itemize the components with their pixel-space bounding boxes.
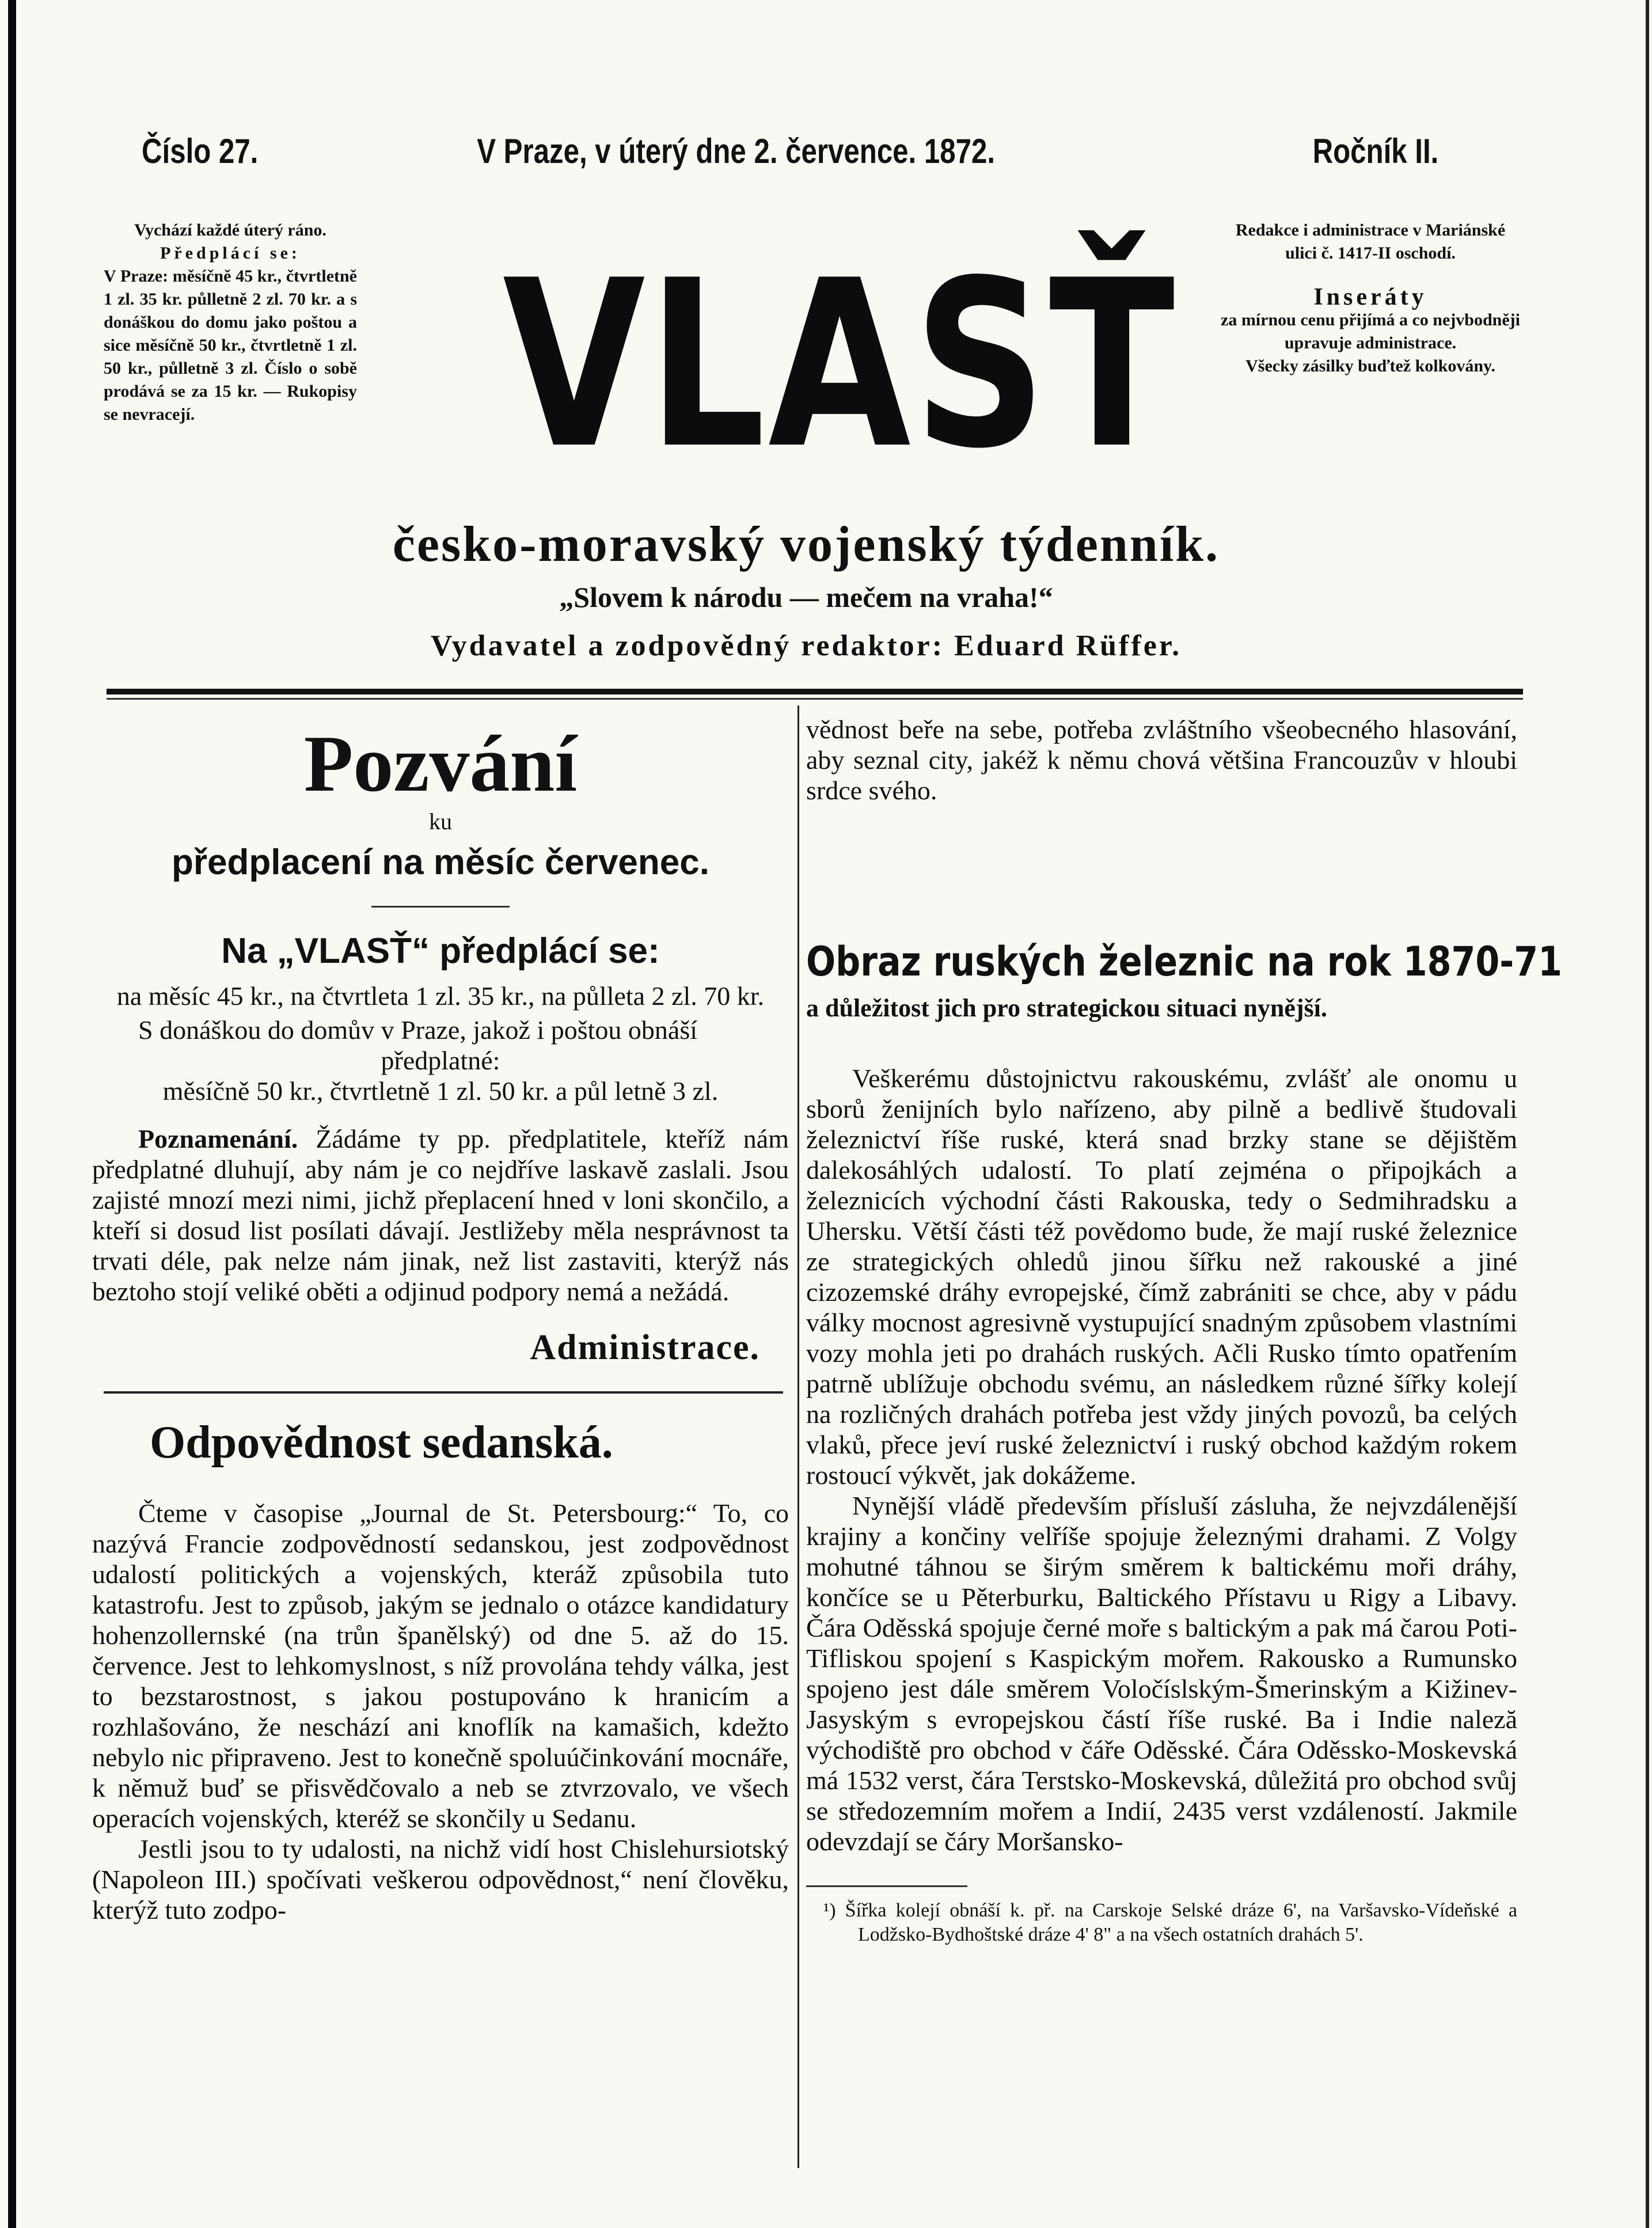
sedan-paragraph-2: Jestli jsou to ty udalosti, na nichž vidí host Chislehursiotský (Napoleon III.) spočívati veškerou odpovědnost,“ není člověku, kterýž tuto zodpo- xyxy=(92,1834,789,1925)
publication-schedule: Vychází každé úterý ráno. xyxy=(134,221,326,240)
invite-month: předplacení na měsíc červenec. xyxy=(172,842,709,882)
invite-prices-2: měsíčně 50 kr., čtvrtletně 1 zl. 50 kr. a půl letně 3 zl. xyxy=(162,1076,719,1106)
invite-signature: Administrace. xyxy=(530,1328,760,1367)
motto: „Slovem k národu — mečem na vraha!“ xyxy=(559,581,1053,613)
sedan-title: Odpovědnost sedanská. xyxy=(150,1417,613,1468)
rail-subtitle: a důležitost jich pro strategickou situaci nynější. xyxy=(806,994,1327,1022)
sedan-paragraph-1: Čteme v časopise „Journal de St. Petersbourg:“ To, co nazývá Francie zodpovědností sedanskou, jest zodpovědnost udalostí politických a vojenských, kteráž způsobila tuto katastrofu. Jest to způsob, jakým se jednalo o otázce kandidatury hohenzollernské (na trůn španělský) od dne 5. až do 15. července. Jest to lehkomyslnost, s níž provolána tehdy válka, jest to bezstarostnost, s jakou postupováno k hranicím a rozhlašováno, že neschází ani knoflík na kamašich, kdežto nebylo nic připraveno. Jest to konečně spoluúčinkování mocnáře, k němuž buď se přisvědčovalo a neb se ztvrzovalo, ve všech operacích vojenských, kteréž se skončily u Sedanu. xyxy=(92,1498,789,1833)
footnote-rule xyxy=(806,1885,967,1887)
issue-number: Číslo 27. xyxy=(142,132,259,170)
masthead-title: VLASŤ xyxy=(503,231,1178,499)
rail-footnote: ¹) Šířka kolejí obnáší k. př. na Carskoje Selské dráze 6', na Varšavsko-Vídeňské a Lodžsko-Bydhoštské dráze 4' 8" a na všech ostatních drahách 5'. xyxy=(823,1900,1517,1945)
rail-paragraph-1: Veškerému důstojnictvu rakouskému, zvlášť ale onomu u sborů ženijních bylo nařízeno, aby pilně a bedlivě študovali železnictví říše ruské, která snad brzky stane se dějištěm dalekosáhlých udalostí. To platí zejména o připojkách a železnicích východní části Rakouska, tedy o Sedmihradsku a Uhersku. Větší části též povědomo bude, že mají ruské železnice ze strategických ohledů jinou šířku než rakouské a jiné cizozemské dráhy evropejské, čímž zabrániti se chce, aby v pádu války mocnost agresivně vystupující snadným způsobem vlastními vozy mohla jeti po drahách ruských. Ačli Rusko tímto opatřením patrně ublížuje obchodu svému, an následkem různé šířky kolejí na rozličných drahách potřeba jest vždy jiných povozů, ba celých vlaků, přece jeví ruské železnictví i ruský obchod každým rokem rostoucí výkvět, jak dokážeme. xyxy=(806,1064,1517,1490)
column-divider xyxy=(797,705,799,2168)
adverts-heading: Inseráty xyxy=(1313,284,1427,310)
adverts-terms: za mírnou cenu přijímá a co nejvbodněji upravuje administrace. xyxy=(1221,310,1520,352)
editorial-address: Redakce i administrace v Mariánské ulici č. 1417-II oschodí. xyxy=(1235,221,1506,263)
header-rule-thin xyxy=(107,698,1523,700)
subtitle: česko-moravský vojenský týdenník. xyxy=(392,517,1220,572)
invite-prices-2-label: předplatné: xyxy=(381,1046,500,1075)
short-rule xyxy=(371,906,510,908)
invite-title: Pozvání xyxy=(303,719,578,809)
invite-note xyxy=(92,1124,789,1307)
parcels-note: Všecky zásilky buďtež kolkovány. xyxy=(1245,356,1495,375)
invite-prices-2-intro: S donáškou do domův v Praze, jakož i poštou obnáší xyxy=(138,1015,698,1045)
editorial-info-box xyxy=(1221,219,1520,378)
invite-prices-1: na měsíc 45 kr., na čtvrtleta 1 zl. 35 kr., na půlleta 2 zl. 70 kr. xyxy=(116,981,765,1011)
header-line xyxy=(0,131,1439,189)
editor-line: Vydavatel a zodpovědný redaktor: Eduard Rüffer. xyxy=(430,629,1182,662)
volume-number: Ročník II. xyxy=(1312,132,1439,170)
subscription-heading: Předplácí se: xyxy=(160,244,301,263)
place-date: V Praze, v úterý dne 2. července. 1872. xyxy=(477,132,996,170)
header-rule xyxy=(107,689,1523,694)
subscription-info-box xyxy=(104,219,357,426)
gap xyxy=(806,806,1517,938)
invite-ku: ku xyxy=(429,809,452,834)
invite-note-text: Žádáme ty pp. předplatitele, kteříž nám předplatné dluhují, aby nám je co nejdříve laskavě zaslali. Jsou zajisté mnozí mezi nimi, jichž přeplacení hned v loni skončilo, a kteří si dosud list posílati dávají. Jestližeby měla nesprávnost ta trvati déle, pak nelze nám jinak, než list zastaviti, kterýž nás beztoho stojí veliké oběti a odjinud podpory nemá a nežádá. xyxy=(92,1124,789,1306)
rail-paragraph-2: Nynější vládě především přísluší zásluha, že nejvzdálenější krajiny a končiny velříše spojuje železnými drahami. Z Volgy mohutné táhnou se širým směrem k baltickému moři dráhy, končíce se u Pěterburku, Baltického Přístavu u Rigy a Libavy. Čára Oděsská spojuje černé moře s baltickým a pak má čarou Poti-Tifliskou spojení s Kaspickým mořem. Rakousko a Rumunsko spojeno jest dále směrem Voločíslským-Šmerinským a Kižinev-Jasyským s evropejskou částí říše ruské. Ba i Indie naleză východiště pro obchod v čáře Oděsské. Čára Oděssko-Moskevská má 1532 verst, čára Terstsko-Moskevská, důležitá pro obchod svůj se středozemním mořem a Indií, 2435 verst vzdáleností. Jakmile odevzdají se čáry Moršansko- xyxy=(806,1491,1517,1856)
right-column xyxy=(806,714,1563,1947)
sedan-continuation: vědnost beře na sebe, potřeba zvláštního všeobecného hlasování, aby seznal city, jakéž k němu chová většina Francouzův v hloubi srdce svého. xyxy=(806,715,1517,805)
left-column xyxy=(92,714,789,1925)
article-rule xyxy=(104,1391,783,1394)
invite-note-label: Poznamenání. xyxy=(138,1124,298,1153)
invite-subscribe-line: Na „VLASŤ“ předplácí se: xyxy=(221,931,660,971)
subscription-prices: V Praze: měsíčně 45 kr., čtvrtletně 1 zl. 35 kr. půlletně 2 zl. 70 kr. a s donáškou do domu jako poštou a sice měsíčně 50 kr., čtvrtletně 1 zl. 50 kr., půlletně 3 zl. Číslo o sobě prodává se za 15 kr. — Rukopisy se nevracejí. xyxy=(104,267,357,424)
rail-title: Obraz ruských železnic na rok 1870-71 xyxy=(806,938,1563,985)
